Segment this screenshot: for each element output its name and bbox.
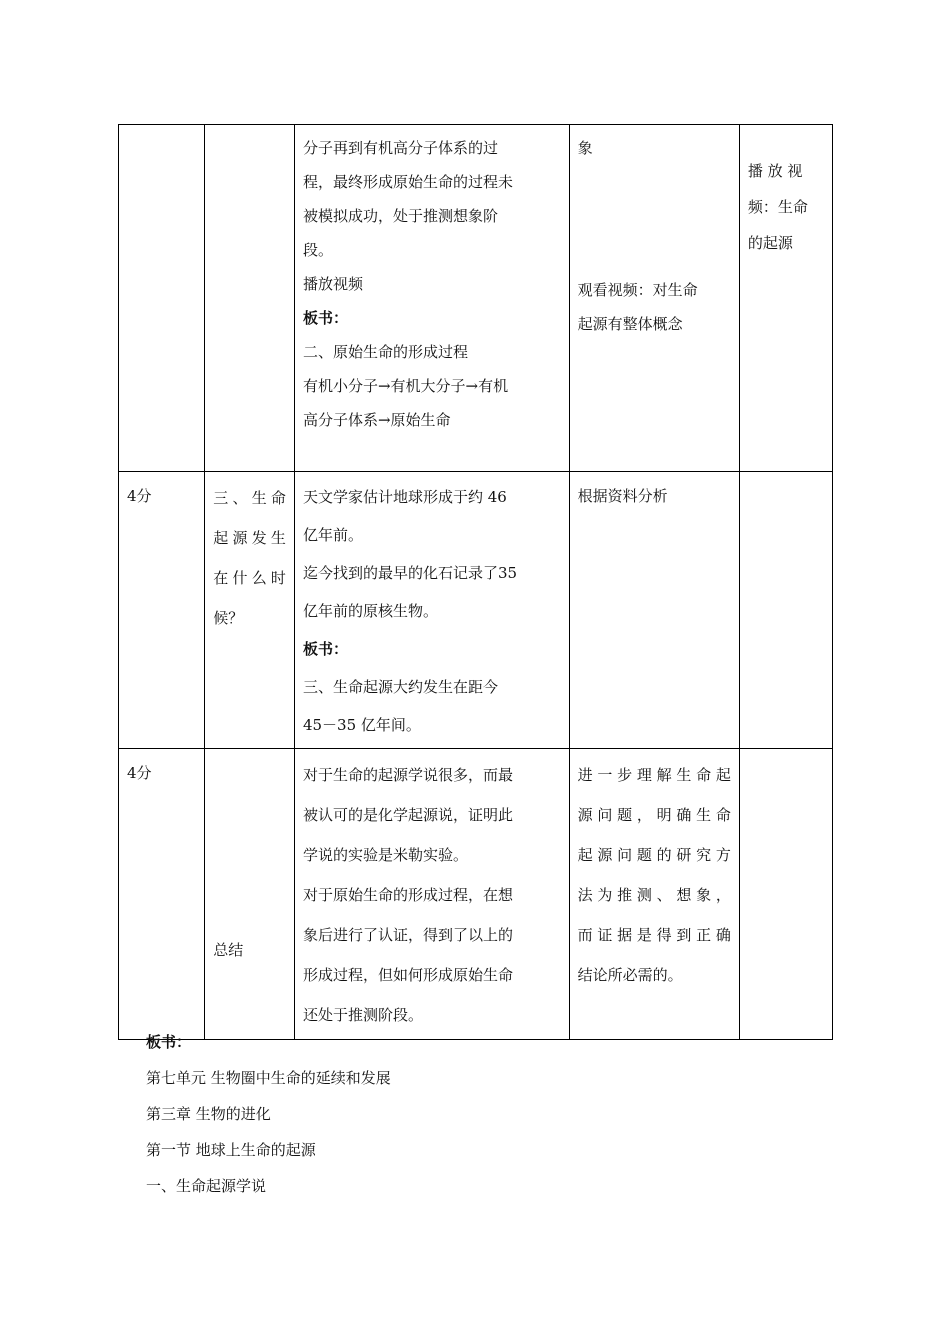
table-row: [119, 125, 833, 472]
section-line: 三、生命: [213, 489, 286, 507]
teacher-line: 分子再到有机高分子体系的过: [302, 139, 498, 157]
teacher-line: 二、原始生命的形成过程: [302, 343, 468, 361]
notes-cell: [739, 472, 832, 749]
student-line: 起源有整体概念: [577, 315, 683, 333]
board-label: 板书：: [302, 640, 348, 658]
time-cell: 4分: [119, 749, 205, 1040]
time-cell: [119, 125, 205, 472]
student-line: 观看视频：对生命: [577, 281, 698, 299]
section-line: 起源发生: [213, 529, 286, 547]
student-line: 进一步理解生命起: [577, 766, 731, 784]
teacher-line: 天文学家估计地球形成于约 46: [302, 488, 507, 506]
table-row: [119, 749, 833, 1040]
board-line: 第七单元 生物圈中生命的延续和发展: [146, 1069, 391, 1087]
teacher-line: 亿年前。: [302, 526, 363, 544]
teacher-activity-cell: [294, 125, 569, 472]
notes-line: 的起源: [747, 234, 793, 252]
teacher-line: 播放视频: [302, 275, 363, 293]
time-cell: 4分: [119, 472, 205, 749]
teacher-line: 程，最终形成原始生命的过程未: [302, 173, 513, 191]
teacher-line: 还处于推测阶段。: [302, 1006, 423, 1024]
notes-cell: [739, 125, 832, 472]
teacher-activity-cell: [294, 472, 569, 749]
section-cell: [205, 472, 295, 749]
teacher-line: 段。: [302, 241, 333, 259]
teacher-line: 亿年前的原核生物。: [302, 602, 438, 620]
student-line: 法为推测、想象，: [577, 886, 731, 904]
student-line: 根据资料分析: [577, 487, 668, 505]
teacher-line: 迄今找到的最早的化石记录了35: [302, 564, 518, 582]
teacher-line: 对于原始生命的形成过程，在想: [302, 886, 513, 904]
teacher-line: 形成过程，但如何形成原始生命: [302, 966, 513, 984]
board-summary: [146, 1024, 846, 1204]
board-line: 一、生命起源学说: [146, 1177, 267, 1195]
section-line: 在什么时: [213, 569, 286, 587]
section-cell: 总结: [205, 749, 295, 1040]
student-activity-cell: [569, 472, 739, 749]
teacher-line: 对于生命的起源学说很多，而最: [302, 766, 513, 784]
notes-cell: [739, 749, 832, 1040]
teacher-line: 象后进行了认证，得到了以上的: [302, 926, 513, 944]
student-line: 起源问题的研究方: [577, 846, 731, 864]
student-line: 结论所必需的。: [577, 966, 683, 984]
teacher-activity-cell: [294, 749, 569, 1040]
teacher-line: 学说的实验是米勒实验。: [302, 846, 468, 864]
student-line: 源问题，明确生命: [577, 806, 731, 824]
lesson-plan-table: [118, 124, 833, 1040]
teacher-line: 被认可的是化学起源说，证明此: [302, 806, 513, 824]
teacher-line: 被模拟成功，处于推测想象阶: [302, 207, 498, 225]
board-label: 板书：: [302, 309, 348, 327]
board-line: 第三章 生物的进化: [146, 1105, 271, 1123]
teacher-line: 有机小分子→有机大分子→有机: [302, 377, 509, 395]
board-heading: 板书：: [146, 1033, 192, 1051]
teacher-line: 高分子体系→原始生命: [302, 411, 451, 429]
section-line: 候？: [213, 609, 244, 627]
student-activity-cell: [569, 125, 739, 472]
student-line: 而证据是得到正确: [577, 926, 731, 944]
board-line: 第一节 地球上生命的起源: [146, 1141, 316, 1159]
teacher-line: 45－35 亿年间。: [302, 716, 421, 734]
student-activity-cell: [569, 749, 739, 1040]
section-cell: [205, 125, 295, 472]
table-row: [119, 472, 833, 749]
notes-line: 频：生命: [747, 198, 808, 216]
teacher-line: 三、生命起源大约发生在距今: [302, 678, 498, 696]
notes-line: 播 放 视: [747, 162, 803, 180]
student-line: 象: [577, 139, 593, 157]
